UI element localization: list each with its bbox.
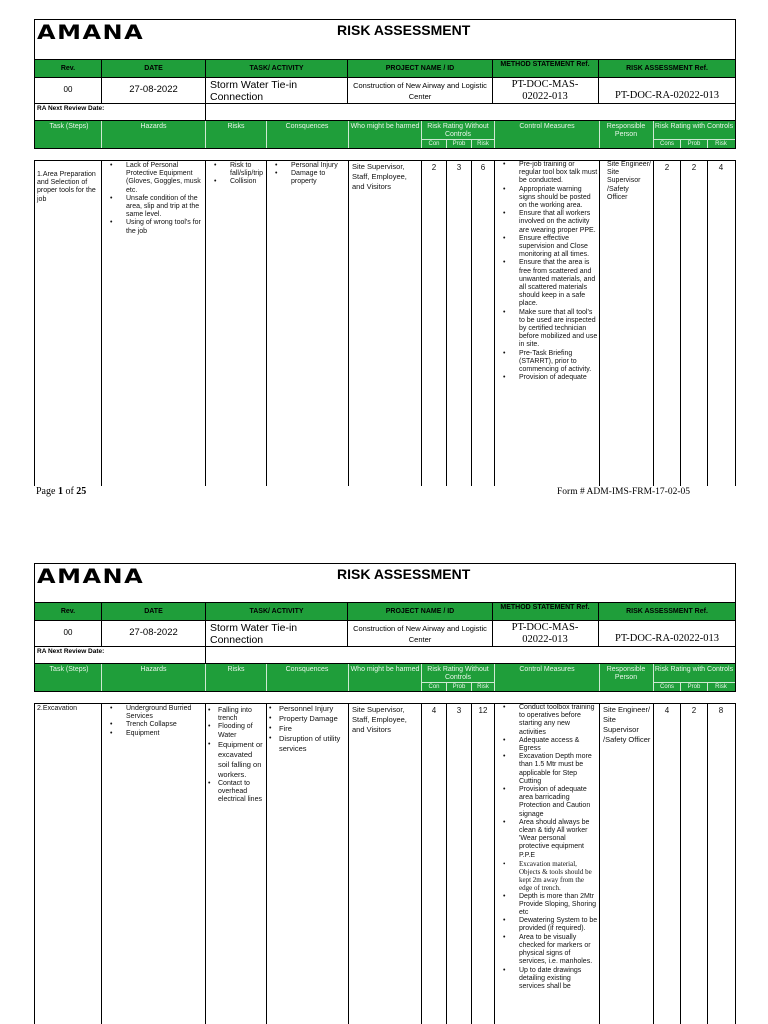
risk-with-value: 4 — [718, 163, 724, 172]
prob-with-value: 2 — [691, 163, 697, 172]
responsible-header: Responsible Person — [606, 666, 646, 681]
list-item: • Personal Injury — [269, 162, 347, 170]
project-value: Construction of New Airway and Logistic Center — [353, 624, 487, 644]
rev-value: 00 — [63, 628, 73, 637]
list-item: • Depth is more than 2Mtr Provide Sloping, Shoring etc — [497, 893, 598, 918]
list-item: • Pre-job training or regular tool box talk must be conducted. — [497, 161, 598, 186]
hazards-list — [104, 705, 204, 738]
method-statement-value: PT-DOC-MAS-02022-013 — [511, 622, 579, 645]
task-steps-header: Task (Steps) — [49, 666, 89, 673]
next-review-label: RA Next Review Date: — [37, 105, 105, 112]
rating-with-header: Risk Rating with Controls — [654, 666, 734, 673]
list-item: • Using of wrong tool's for the job — [104, 219, 204, 235]
risk-value: 12 — [478, 706, 488, 715]
risk-assessment-ref-value: PT-DOC-RA-02022-013 — [614, 90, 720, 101]
risks-list — [208, 707, 265, 804]
page-current: 1 — [57, 486, 63, 497]
risk-subheader: Risk — [477, 141, 489, 147]
risk2-subheader: Risk — [715, 684, 727, 690]
list-item: • Ensure that the area is free from scattered and unwanted materials, and all scattered materials should keep in a safe place. — [497, 259, 598, 308]
rev-value: 00 — [63, 85, 73, 94]
risks-header: Risks — [227, 123, 245, 130]
page-total: 25 — [76, 486, 87, 497]
hazards-list — [104, 162, 204, 236]
method-statement-header: METHOD STATEMENT Ref. — [500, 604, 590, 611]
risk-assessment-ref-value: PT-DOC-RA-02022-013 — [614, 633, 720, 644]
task-steps-header: Task (Steps) — [49, 123, 89, 130]
list-item: • Flooding of Water — [208, 723, 265, 739]
list-item: • Damage to property — [269, 170, 347, 186]
task-step: 1.Area Preparation and Selection of proper tools for the job — [37, 171, 96, 203]
rating-without-header: Risk Rating Without Controls — [427, 123, 489, 138]
task-activity-header: TASK/ ACTIVITY — [249, 608, 304, 615]
hazards-header: Hazards — [140, 666, 167, 673]
project-value: Construction of New Airway and Logistic Center — [353, 81, 487, 101]
risk-assessment-ref-header: RISK ASSESSMENT Ref. — [626, 65, 708, 72]
list-item: • Property Damage — [269, 714, 345, 724]
list-item: • Trench Collapse — [104, 721, 204, 729]
document-title: RISK ASSESSMENT — [337, 566, 471, 582]
responsible-person: Site Engineer/ Site Supervisor /Safety Officer — [607, 161, 651, 201]
list-item: • Underground Burried Services — [104, 705, 204, 721]
cons-with-value: 4 — [664, 706, 670, 715]
risk-value: 6 — [480, 163, 486, 172]
cons-with-value: 2 — [664, 163, 670, 172]
prob-subheader: Prob — [452, 684, 466, 690]
hazards-header: Hazards — [140, 123, 167, 130]
risks-header: Risks — [227, 666, 245, 673]
page-label: Page — [36, 486, 56, 497]
control-measures-list — [497, 161, 598, 491]
list-item: • Excavation Depth more than 1.5 Mtr must be applicable for Step Cutting — [497, 753, 598, 786]
date-header: DATE — [144, 608, 163, 615]
date-value: 27-08-2022 — [129, 84, 178, 95]
con-value: 2 — [431, 163, 437, 172]
rev-header: Rev. — [60, 65, 76, 72]
list-item: • Lack of Personal Protective Equipment (Gloves, Goggles, musk etc. — [104, 162, 204, 195]
control-measures-list — [497, 704, 598, 1024]
list-item: • Dewatering System to be provided (if required). — [497, 917, 598, 933]
list-item: • Disruption of utility services — [269, 734, 345, 754]
list-item: • Up to date drawings detailing existing services shall be — [497, 967, 598, 992]
responsible-person: Site Engineer/ Site Supervisor /Safety Officer — [603, 705, 651, 744]
list-item: • Adequate access & Egress — [497, 737, 598, 753]
document-title: RISK ASSESSMENT — [337, 22, 471, 38]
task-value: Storm Water Tie-in Connection — [210, 79, 298, 103]
risk-assessment-ref-header: RISK ASSESSMENT Ref. — [626, 608, 708, 615]
con-value: 4 — [431, 706, 437, 715]
task-value: Storm Water Tie-in Connection — [210, 622, 298, 646]
consequences-header: Consquences — [285, 666, 329, 673]
prob2-subheader: Prob — [687, 141, 701, 147]
list-item: • Falling into trench — [208, 707, 265, 723]
list-item: • Unsafe condition of the area, slip and trip at the same level. — [104, 195, 204, 220]
control-measures-header: Control Measures — [519, 123, 575, 130]
cons-subheader: Cons — [659, 141, 674, 147]
method-statement-header: METHOD STATEMENT Ref. — [500, 61, 590, 68]
company-logo: AMANA — [37, 21, 145, 44]
who-harmed: Site Supervisor, Staff, Employee, and Visitors — [352, 162, 407, 191]
consequences-header: Consquences — [285, 123, 329, 130]
company-logo: AMANA — [37, 565, 145, 588]
list-item: • Provision of adequate — [497, 374, 598, 382]
consequences-list — [269, 162, 347, 187]
next-review-label: RA Next Review Date: — [37, 648, 105, 655]
date-value: 27-08-2022 — [129, 627, 178, 638]
page-number — [36, 486, 86, 497]
prob2-subheader: Prob — [687, 684, 701, 690]
list-item: • Personnel Injury — [269, 704, 345, 714]
list-item: • Excavation material, Objects & tools should be kept 2m away from the edge of trench. — [497, 860, 598, 893]
rev-header: Rev. — [60, 608, 76, 615]
risk2-subheader: Risk — [715, 141, 727, 147]
list-item: • Equipment or excavated soil falling on workers. — [208, 740, 265, 780]
con-subheader: Con — [428, 684, 440, 690]
task-activity-header: TASK/ ACTIVITY — [249, 65, 304, 72]
consequences-list — [269, 704, 345, 754]
prob-with-value: 2 — [691, 706, 697, 715]
who-harmed-header: Who might be harmed — [350, 123, 420, 130]
prob-value: 3 — [456, 163, 462, 172]
form-number: Form # ADM-IMS-FRM-17-02-05 — [557, 487, 691, 497]
rating-with-header: Risk Rating with Controls — [654, 123, 734, 130]
risk-subheader: Risk — [477, 684, 489, 690]
control-measures-header: Control Measures — [519, 666, 575, 673]
risk-with-value: 8 — [718, 706, 724, 715]
list-item: • Pre-Task Briefing (STARRT), prior to commencing of activity. — [497, 350, 598, 375]
list-item: • Risk to fall/slip/trip — [208, 162, 266, 178]
who-harmed: Site Supervisor, Staff, Employee, and Visitors — [352, 705, 407, 734]
list-item: • Contact to overhead electrical lines — [208, 780, 265, 805]
page-of: of — [65, 486, 74, 497]
list-item: • Area should always be clean & tidy All worker 'Wear personal protective equipment P.P.E — [497, 819, 598, 860]
con-subheader: Con — [428, 141, 440, 147]
responsible-header: Responsible Person — [606, 123, 646, 138]
date-header: DATE — [144, 65, 163, 72]
list-item: • Collision — [208, 178, 266, 186]
task-step: 2.Excavation — [37, 705, 78, 712]
method-statement-value: PT-DOC-MAS-02022-013 — [511, 79, 579, 102]
risks-list — [208, 162, 266, 187]
rating-without-header: Risk Rating Without Controls — [427, 666, 489, 681]
list-item: • Provision of adequate area barricading Protection and Caution signage — [497, 786, 598, 819]
who-harmed-header: Who might be harmed — [350, 666, 420, 673]
document-page-2 — [0, 560, 768, 1024]
list-item: • Ensure effective supervision and Close monitoring at all times. — [497, 235, 598, 260]
cons-subheader: Cons — [659, 684, 674, 690]
prob-value: 3 — [456, 706, 462, 715]
list-item: • Conduct toolbox training to operatives before starting any new activities — [497, 704, 598, 737]
list-item: • Appropriate warning signs should be posted on the working area. — [497, 186, 598, 211]
list-item: • Equipment — [104, 730, 204, 738]
project-header: PROJECT NAME / ID — [385, 608, 455, 615]
list-item: • Make sure that all tool's to be used are inspected by certified technician before mobilized and use in site. — [497, 309, 598, 350]
prob-subheader: Prob — [452, 141, 466, 147]
project-header: PROJECT NAME / ID — [385, 65, 455, 72]
list-item: • Area to be visually checked for markers or physical signs of services, i.e. manholes. — [497, 934, 598, 967]
list-item: • Ensure that all workers involved on the activity are wearing proper PPE. — [497, 210, 598, 235]
list-item: • Fire — [269, 724, 345, 734]
